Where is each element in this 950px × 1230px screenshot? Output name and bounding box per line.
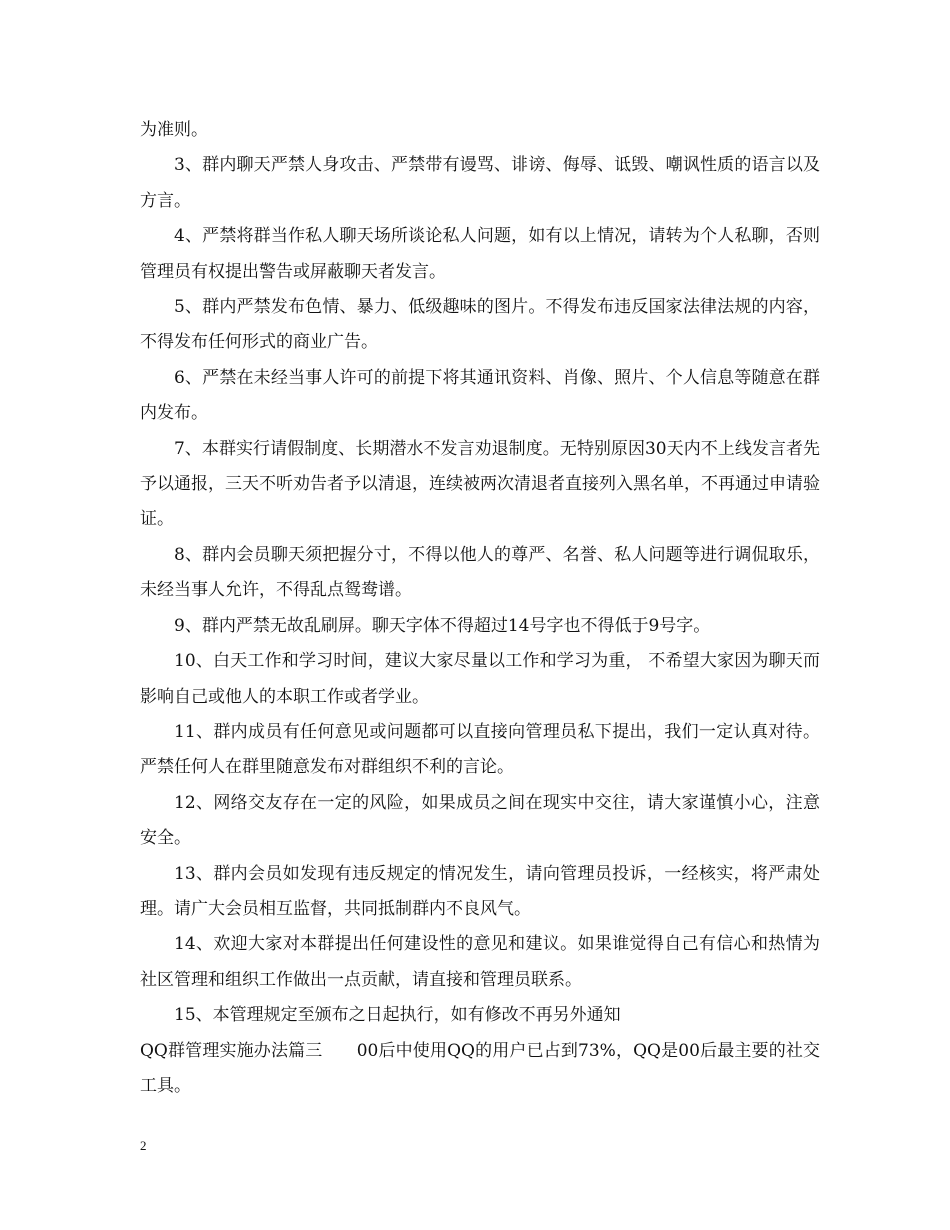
page-number: 2 bbox=[140, 1138, 147, 1153]
paragraph-3: 4、严禁将群当作私人聊天场所谈论私人问题，如有以上情况，请转为个人私聊，否则管理员有权提出警告或屏蔽聊天者发言。 bbox=[140, 226, 820, 282]
document-body bbox=[140, 113, 820, 1104]
paragraph-15: QQ群管理实施办法篇三 00后中使用QQ的用户已占到73%，QQ是00后最主要的社交工具。 bbox=[140, 1040, 820, 1096]
paragraph-10: 11、群内成员有任何意见或问题都可以直接向管理员私下提出，我们一定认真对待。严禁任何人在群里随意发布对群组织不利的言论。 bbox=[140, 721, 820, 778]
paragraph-5: 6、严禁在未经当事人许可的前提下将其通讯资料、肖像、照片、个人信息等随意在群内发布。 bbox=[140, 367, 820, 424]
paragraph-11: 12、网络交友存在一定的风险，如果成员之间在现实中交往，请大家谨慎小心，注意安全。 bbox=[140, 792, 820, 849]
paragraph-14: 15、本管理规定至颁布之日起执行，如有修改不再另外通知 bbox=[174, 1005, 621, 1026]
paragraph-13: 14、欢迎大家对本群提出任何建设性的意见和建议。如果谁觉得自己有信心和热情为社区管理和组织工作做出一点贡献，请直接和管理员联系。 bbox=[140, 934, 820, 990]
paragraph-9: 10、白天工作和学习时间，建议大家尽量以工作和学习为重， 不希望大家因为聊天而影响自己或他人的本职工作或者学业。 bbox=[140, 651, 820, 707]
paragraph-2: 3、群内聊天严禁人身攻击、严禁带有谩骂、诽谤、侮辱、诋毁、嘲讽性质的语言以及方言。 bbox=[140, 155, 820, 211]
paragraph-8: 9、群内严禁无故乱刷屏。聊天字体不得超过14号字也不得低于9号字。 bbox=[174, 615, 711, 636]
paragraph-1: 为准则。 bbox=[140, 120, 208, 140]
paragraph-6: 7、本群实行请假制度、长期潜水不发言劝退制度。无特别原因30天内不上线发言者先予以通报，三天不听劝告者予以清退，连续被两次清退者直接列入黑名单，不再通过申请验证。 bbox=[140, 438, 820, 530]
paragraph-12: 13、群内会员如发现有违反规定的情况发生，请向管理员投诉，一经核实，将严肃处理。请广大会员相互监督，共同抵制群内不良风气。 bbox=[140, 863, 820, 919]
paragraph-7: 8、群内会员聊天须把握分寸，不得以他人的尊严、名誉、私人问题等进行调侃取乐，未经当事人允许，不得乱点鸳鸯谱。 bbox=[140, 544, 820, 601]
paragraph-4: 5、群内严禁发布色情、暴力、低级趣味的图片。不得发布违反国家法律法规的内容，不得发布任何形式的商业广告。 bbox=[140, 297, 820, 353]
